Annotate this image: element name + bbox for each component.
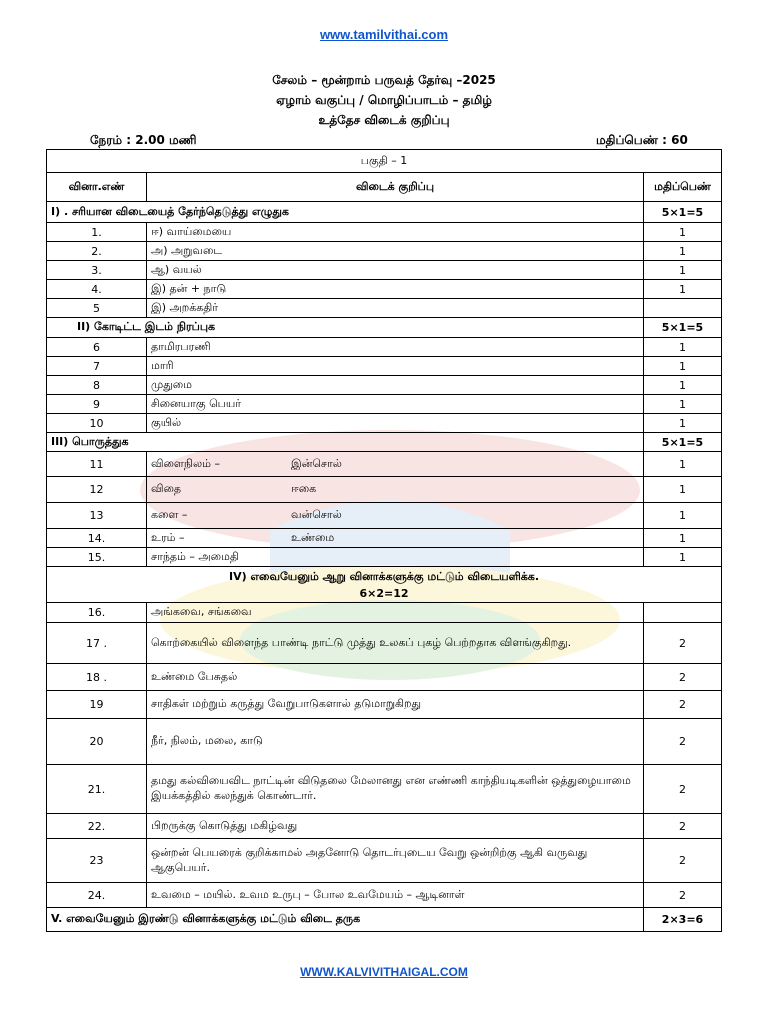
- answer-key-table: [46, 149, 722, 932]
- marks-value: 1: [644, 357, 722, 376]
- match-right: வன்சொல்: [291, 508, 342, 521]
- col-header-answer: விடைக் குறிப்பு: [147, 173, 644, 202]
- table-row: [47, 280, 722, 299]
- table-row: [47, 376, 722, 395]
- table-row: [47, 603, 722, 623]
- table-row: [47, 664, 722, 691]
- section-title: II) கோடிட்ட இடம் நிரப்புக: [47, 318, 644, 338]
- answer-text: பிறருக்கு கொடுத்து மகிழ்வது: [147, 814, 644, 839]
- marks-value: 1: [644, 452, 722, 477]
- answer-text: சினையாகு பெயர்: [147, 395, 644, 414]
- answer-text: தாமிரபரணி: [147, 338, 644, 357]
- answer-text: குயில்: [147, 414, 644, 433]
- match-pair: [147, 529, 644, 548]
- section-title: III) பொருத்துக: [47, 433, 644, 452]
- marks-value: 1: [644, 242, 722, 261]
- table-row: [47, 814, 722, 839]
- match-pair: [147, 452, 644, 477]
- marks-value: 1: [644, 261, 722, 280]
- match-right: இன்சொல்: [291, 456, 342, 470]
- section-marks: 5×1=5: [644, 318, 722, 338]
- match-left: விதை: [151, 482, 182, 495]
- answer-text: உவமை – மயில். உவம உருபு – போல உவமேயம் – ஆடினாள்: [147, 883, 644, 908]
- question-number: 24.: [47, 883, 147, 908]
- question-number: 14.: [47, 529, 147, 548]
- marks-value: 1: [644, 280, 722, 299]
- table-row: [47, 452, 722, 477]
- answer-text: இ) அறக்கதிர்: [147, 299, 644, 318]
- marks-value: 2: [644, 839, 722, 883]
- total-marks-label: மதிப்பெண் : 60: [596, 133, 688, 147]
- question-number: 12: [47, 477, 147, 503]
- table-row: [47, 357, 722, 376]
- exam-title: சேலம் – மூன்றாம் பருவத் தேர்வு –2025: [272, 73, 496, 87]
- question-number: 21.: [47, 765, 147, 814]
- table-row: [47, 223, 722, 242]
- section-marks: 5×1=5: [644, 202, 722, 223]
- answer-text: அ) அறுவடை: [147, 242, 644, 261]
- question-number: 9: [47, 395, 147, 414]
- match-pair: [147, 548, 644, 567]
- section-header: [47, 908, 722, 932]
- answer-text: சாதிகள் மற்றும் கருத்து வேறுபாடுகளால் தடுமாறுகிறது: [147, 691, 644, 719]
- class-subject-title: ஏழாம் வகுப்பு / மொழிப்பாடம் – தமிழ்: [276, 93, 492, 107]
- marks-value: 1: [644, 503, 722, 529]
- answer-text: ஒன்றன் பெயரைக் குறிக்காமல் அதனோடு தொடர்புடைய வேறு ஒன்றிற்கு ஆகி வருவது ஆகுபெயர்.: [147, 839, 644, 883]
- match-left: சாந்தம் – அமைதி: [151, 549, 239, 563]
- question-number: 4.: [47, 280, 147, 299]
- marks-value: 1: [644, 395, 722, 414]
- section-header: [47, 567, 722, 603]
- section-header: [47, 433, 722, 452]
- table-row: [47, 719, 722, 765]
- table-row: [47, 691, 722, 719]
- match-left: உரம் –: [151, 530, 185, 544]
- question-number: 8: [47, 376, 147, 395]
- table-row: [47, 261, 722, 280]
- marks-value: 2: [644, 691, 722, 719]
- marks-value: 1: [644, 477, 722, 503]
- question-number: 11: [47, 452, 147, 477]
- marks-value: 2: [644, 814, 722, 839]
- match-right: உண்மை: [291, 530, 335, 544]
- table-row: [47, 477, 722, 503]
- question-number: 2.: [47, 242, 147, 261]
- answer-text: மாரி: [147, 357, 644, 376]
- table-row: [47, 623, 722, 664]
- question-number: 7: [47, 357, 147, 376]
- match-left: களை –: [151, 508, 188, 521]
- question-number: 3.: [47, 261, 147, 280]
- marks-value: 1: [644, 548, 722, 567]
- question-number: 1.: [47, 223, 147, 242]
- answer-text: ஈ) வாய்மையை: [147, 223, 644, 242]
- question-number: 23: [47, 839, 147, 883]
- marks-value: 1: [644, 376, 722, 395]
- marks-value: 2: [644, 623, 722, 664]
- marks-value: 2: [644, 719, 722, 765]
- match-right: ஈகை: [291, 482, 317, 495]
- bottom-site-link[interactable]: WWW.KALVIVITHAIGAL.COM: [300, 965, 468, 979]
- question-number: 13: [47, 503, 147, 529]
- answer-text: முதுமை: [147, 376, 644, 395]
- question-number: 20: [47, 719, 147, 765]
- col-header-marks: மதிப்பெண்: [644, 173, 722, 202]
- marks-value: [644, 299, 722, 318]
- marks-value: [644, 603, 722, 623]
- col-header-qno: வினா.எண்: [47, 173, 147, 202]
- table-row: [47, 503, 722, 529]
- table-row: [47, 529, 722, 548]
- time-label: நேரம் : 2.00 மணி: [90, 133, 197, 147]
- question-number: 17 .: [47, 623, 147, 664]
- marks-value: 2: [644, 765, 722, 814]
- match-left: விளைநிலம் –: [151, 456, 220, 470]
- part-title: பகுதி – 1: [47, 150, 722, 173]
- table-row: [47, 395, 722, 414]
- table-row: [47, 765, 722, 814]
- section-title: V. எவையேனும் இரண்டு வினாக்களுக்கு மட்டும் விடை தருக: [47, 908, 644, 932]
- question-number: 19: [47, 691, 147, 719]
- answer-text: நீர், நிலம், மலை, காடு: [147, 719, 644, 765]
- section-marks: 2×3=6: [644, 908, 722, 932]
- section-marks: 6×2=12: [359, 586, 409, 600]
- question-number: 5: [47, 299, 147, 318]
- answer-text: உண்மை பேசுதல்: [147, 664, 644, 691]
- question-number: 6: [47, 338, 147, 357]
- table-row: [47, 548, 722, 567]
- table-row: [47, 242, 722, 261]
- answer-text: இ) தன் + நாடு: [147, 280, 644, 299]
- table-row: [47, 414, 722, 433]
- question-number: 16.: [47, 603, 147, 623]
- question-number: 10: [47, 414, 147, 433]
- table-row: [47, 338, 722, 357]
- marks-value: 1: [644, 529, 722, 548]
- match-pair: [147, 477, 644, 503]
- section-header: [47, 318, 722, 338]
- marks-value: 2: [644, 883, 722, 908]
- marks-value: 2: [644, 664, 722, 691]
- answer-key-title: உத்தேச விடைக் குறிப்பு: [318, 113, 450, 127]
- table-row: [47, 883, 722, 908]
- answer-text: தமது கல்வியைவிட நாட்டின் விடுதலை மேலானது என எண்ணி காந்தியடிகளின் ஒத்துழையாமை இயக்கத்தில் கலந்துக் கொண்டார்.: [147, 765, 644, 814]
- section-marks: 5×1=5: [644, 433, 722, 452]
- top-site-link[interactable]: www.tamilvithai.com: [319, 27, 449, 42]
- answer-text: கொற்கையில் விளைந்த பாண்டி நாட்டு முத்து உலகப் புகழ் பெற்றதாக விளங்குகிறது.: [147, 623, 644, 664]
- question-number: 15.: [47, 548, 147, 567]
- marks-value: 1: [644, 414, 722, 433]
- table-row: [47, 299, 722, 318]
- answer-text: அங்கவை, சங்கவை: [147, 603, 644, 623]
- section-title: IV) எவையேனும் ஆறு வினாக்களுக்கு மட்டும் விடையளிக்க.: [229, 569, 539, 583]
- question-number: 18 .: [47, 664, 147, 691]
- match-pair: [147, 503, 644, 529]
- answer-text: ஆ) வயல்: [147, 261, 644, 280]
- section-title: I) . சரியான விடையைத் தேர்ந்தெடுத்து எழுதுக: [47, 202, 644, 223]
- marks-value: 1: [644, 338, 722, 357]
- table-row: [47, 839, 722, 883]
- question-number: 22.: [47, 814, 147, 839]
- marks-value: 1: [644, 223, 722, 242]
- section-header: [47, 202, 722, 223]
